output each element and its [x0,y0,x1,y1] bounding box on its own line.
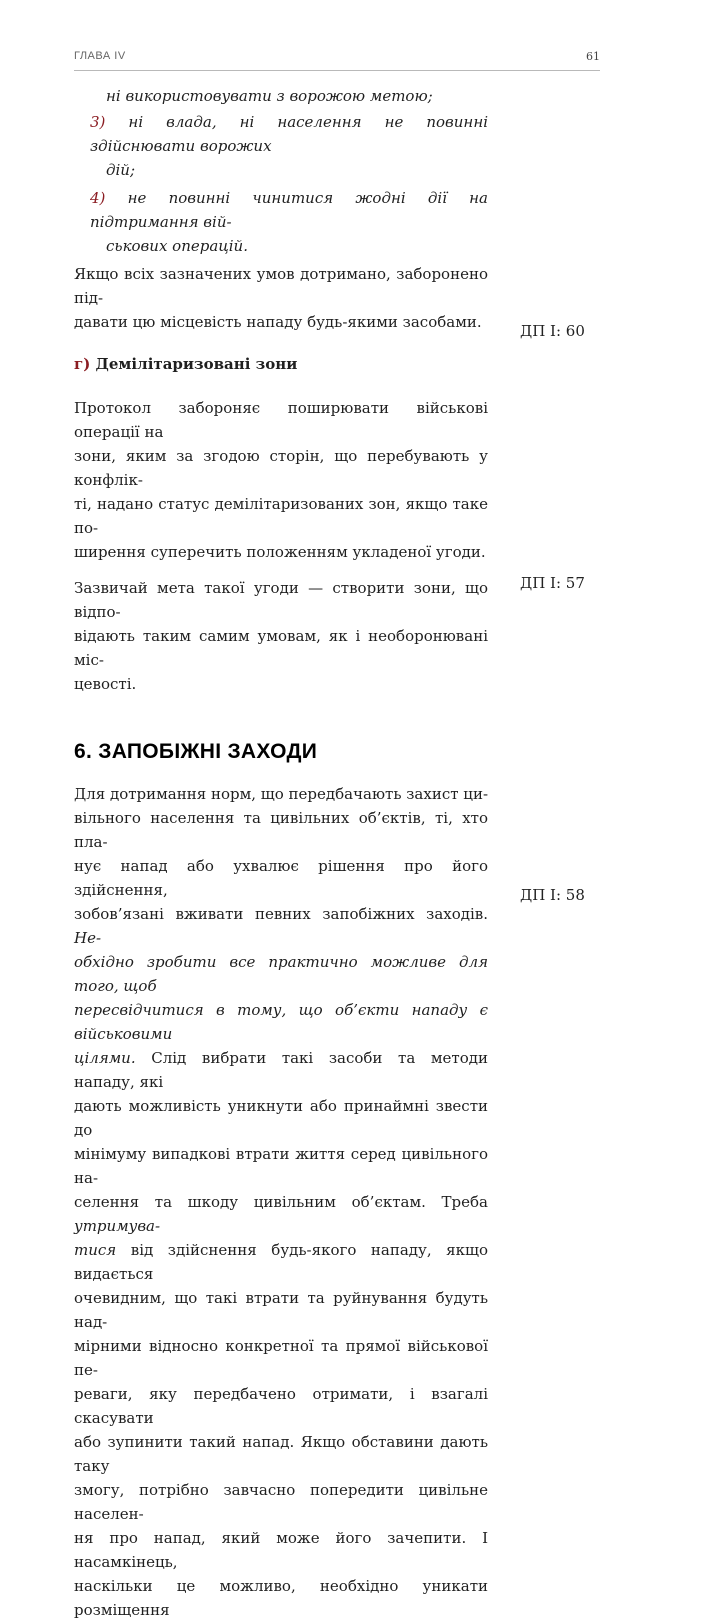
text-line: ширення суперечить положенням укладеної угоди. [74,543,486,561]
text-line: мірними відносно конкретної та прямої військової пе- [74,1337,488,1379]
italic-span: Не- [74,929,102,947]
text-span: селення та шкоду цивільним об’єктам. Треба [74,1193,488,1211]
text-line [74,1046,488,1094]
margin-reference-dp1-60: ДП I: 60 [520,322,585,340]
text-line: Якщо всіх зазначених умов дотримано, заборонено під- [74,265,488,307]
text-line: вільного населення та цивільних об’єктів, ті, хто пла- [74,809,488,851]
chapter-label: ГЛАВА IV [74,50,126,62]
text-line: або зупинити такий напад. Якщо обставини дають таку [74,1433,488,1475]
text-span: зобов’язані вживати певних запобіжних заходів. [74,905,488,923]
paragraph-protocol [74,396,488,564]
list-item-2-cont: ні використовувати з ворожою метою; [106,87,433,105]
text-line-italic: пересвідчитися в тому, що об’єкти нападу є військовими [74,1001,488,1043]
subsection-letter: г) [74,355,91,373]
text-line: очевидним, що такі втрати та руйнування будуть над- [74,1289,488,1331]
text-line: давати цю місцевість нападу будь-якими засобами. [74,313,482,331]
list-item-4-line1: не повинні чинитися жодні дії на підтримання вій- [90,189,488,231]
page-number: 61 [586,50,600,63]
text-span: від здійснення будь-якого нападу, якщо видається [74,1241,488,1283]
text-line: мінімуму випадкові втрати життя серед цивільного на- [74,1145,488,1187]
running-header [74,50,600,71]
text-line-italic: обхідно зробити все практично можливе для того, щоб [74,953,488,995]
text-line: ня про напад, який може його зачепити. І насамкінець, [74,1529,488,1571]
list-item-3 [74,110,488,182]
text-line: цевості. [74,675,137,693]
list-number-4: 4) [90,189,106,207]
text-line: ті, надано статус демілітаризованих зон, якщо таке по- [74,495,488,537]
paragraph-conditions [74,262,488,334]
subsection-heading [74,352,488,376]
list-continuation [74,84,488,108]
text-line: зони, яким за згодою сторін, що перебувають у конфлік- [74,447,488,489]
italic-span: тися [74,1241,117,1259]
italic-span: утримува- [74,1217,161,1235]
text-line: наскільки це можливо, необхідно уникати розміщення [74,1577,488,1619]
text-line: реваги, яку передбачено отримати, і взагалі скасувати [74,1385,488,1427]
list-item-4 [74,186,488,258]
paragraph-precautions [74,782,488,1622]
margin-reference-dp1-58: ДП I: 58 [520,886,585,904]
page-body [74,84,488,1622]
text-line: Зазвичай мета такої угоди — створити зони, що відпо- [74,579,488,621]
text-span: Слід вибрати такі засоби та методи нападу, які [74,1049,488,1091]
paragraph-usually [74,576,488,696]
list-number-3: 3) [90,113,106,131]
list-item-3-line2: дій; [106,161,136,179]
text-line [74,902,488,950]
text-line [74,1238,488,1286]
text-line: дають можливість уникнути або принаймні звести до [74,1097,488,1139]
text-line: змогу, потрібно завчасно попередити цивільне населен- [74,1481,488,1523]
text-line: Для дотримання норм, що передбачають захист ци- [74,785,489,803]
text-line: відають таким самим умовам, як і необоронювані міс- [74,627,488,669]
list-item-4-line2: ськових операцій. [106,237,248,255]
list-item-3-line1: ні влада, ні населення не повинні здійснювати ворожих [90,113,488,155]
margin-reference-dp1-57: ДП I: 57 [520,574,585,592]
text-line: Протокол забороняє поширювати військові операції на [74,399,488,441]
text-line [74,1190,488,1238]
italic-span: цілями. [74,1049,136,1067]
section-heading: 6. ЗАПОБІЖНІ ЗАХОДИ [74,740,318,763]
text-line: нує напад або ухвалює рішення про його здійснення, [74,857,488,899]
subsection-title: Демілітаризовані зони [90,355,298,373]
